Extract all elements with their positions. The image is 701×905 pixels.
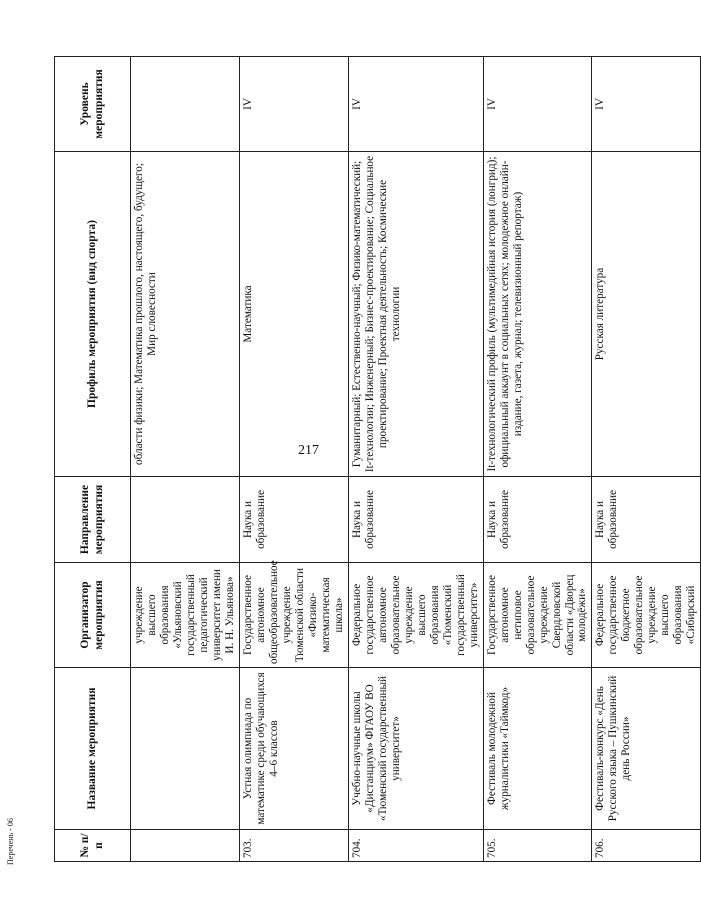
cell-num xyxy=(131,830,240,862)
table-row xyxy=(483,57,592,862)
cell-direction: Наука и образование xyxy=(592,477,701,563)
events-table xyxy=(54,56,701,862)
header-profile: Профиль мероприятия (вид спорта) xyxy=(55,152,131,477)
cell-organizer: Государственное автономное нетиповое образовательное учреждение Свердловской области «Дворец молодёжи» xyxy=(483,563,592,668)
cell-name: Устная олимпиада по математике среди обучающихся 4–6 классов xyxy=(239,668,348,830)
header-name: Название мероприятия xyxy=(55,668,131,830)
cell-profile: области физики; Математика прошлого, настоящего, будущего; Мир словесности xyxy=(131,152,240,477)
cell-name: Учебно-научные школы «Дистанциум» ФГАОУ ВО «Тюменский государственный университет» xyxy=(348,668,483,830)
cell-name: Фестиваль-конкурс «День Русского языка – Пушкинский день России» xyxy=(592,668,701,830)
cell-level: IV xyxy=(239,57,348,152)
cell-profile: It-технологический профиль (мультимедийная история (лонгрид); официальный аккаунт в социальных сетях; молодежное онлайн-издание, газета, журнал; телевизионный репортаж) xyxy=(483,152,592,477)
cell-profile: Математика xyxy=(239,152,348,477)
table-header-row xyxy=(55,57,131,862)
cell-direction: Наука и образование xyxy=(348,477,483,563)
table-row xyxy=(348,57,483,862)
cell-direction: Наука и образование xyxy=(239,477,348,563)
cell-num: 703. xyxy=(239,830,348,862)
cell-organizer: Федеральное государственное автономное образовательное учреждение высшего образования «Тюменский государственный университет» xyxy=(348,563,483,668)
cell-name: Фестиваль молодежной журналистики «Таймкод» xyxy=(483,668,592,830)
rotated-table-container xyxy=(54,57,698,862)
footer-note: Перечень - 06 xyxy=(6,818,15,865)
table-row xyxy=(592,57,701,862)
cell-level: IV xyxy=(592,57,701,152)
cell-level: IV xyxy=(348,57,483,152)
cell-num: 705. xyxy=(483,830,592,862)
header-organizer: Организатор мероприятия xyxy=(55,563,131,668)
header-level: Уровень мероприятия xyxy=(55,57,131,152)
header-direction: Направление мероприятия xyxy=(55,477,131,563)
cell-organizer: учреждение высшего образования «Ульяновский государственный педагогический университет имени И. Н. Ульянова» xyxy=(131,563,240,668)
cell-num: 706. xyxy=(592,830,701,862)
cell-level: IV xyxy=(483,57,592,152)
cell-num: 704. xyxy=(348,830,483,862)
cell-direction xyxy=(131,477,240,563)
cell-direction: Наука и образование xyxy=(483,477,592,563)
cell-level xyxy=(131,57,240,152)
table-row xyxy=(239,57,348,862)
table-row xyxy=(131,57,240,862)
cell-profile: Русская литература xyxy=(592,152,701,477)
cell-profile: Гуманитарный; Естественно-научный; Физико-математический; It-технологии; Инженерный; Бизнес-проектирование; Социальное проектирование; Проектная деятельность; Космические технологии xyxy=(348,152,483,477)
cell-organizer: Государственное автономное общеобразовательное учреждение Тюменской области «Физико-математическая школа» xyxy=(239,563,348,668)
cell-organizer: Федеральное государственное бюджетное образовательное учреждение высшего образования «Сибирский xyxy=(592,563,701,668)
cell-name xyxy=(131,668,240,830)
header-num: № п/п xyxy=(55,830,131,862)
page-number: 217 xyxy=(298,443,319,458)
